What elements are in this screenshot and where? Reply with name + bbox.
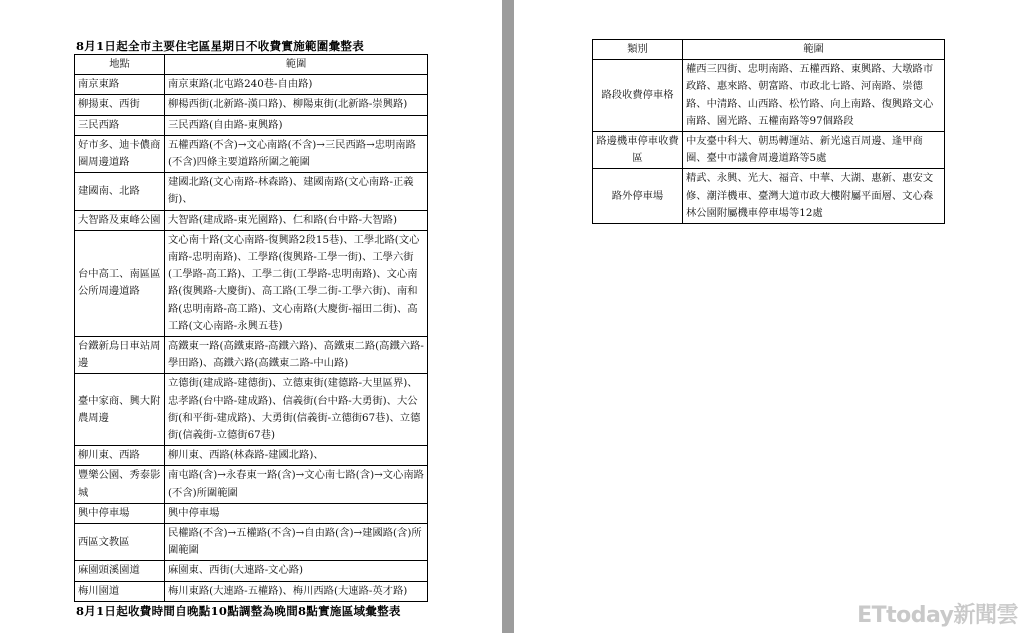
row-label-cell: 麻園頭溪園道 xyxy=(75,561,165,581)
table-title: 8月1日起全市主要住宅區星期日不收費實施範圍彙整表 xyxy=(76,39,365,53)
row-label-cell: 柳揚東、西街 xyxy=(75,95,165,115)
row-range-cell: 高鐵東一路(高鐵東路-高鐵六路)、高鐵東二路(高鐵六路-學田路)、高鐵六路(高鐵東二路-中山路) xyxy=(165,337,428,374)
row-range-cell: 民權路(不含)→五權路(不含)→自由路(含)→建國路(含)所圍範圍 xyxy=(165,524,428,561)
row-label-cell: 路段收費停車格 xyxy=(593,60,683,132)
row-label-cell: 豐樂公園、秀泰影城 xyxy=(75,466,165,503)
table-row xyxy=(75,581,428,601)
row-range-cell: 柳楊西街(北新路-漢口路)、柳陽東街(北新路-崇興路) xyxy=(165,95,428,115)
row-range-cell: 文心南十路(文心南路-復興路2段15巷)、工學北路(文心南路-忠明南路)、工學路(復興路-工學一街)、工學六街(工學路-高工路)、工學二街(工學路-忠明南路)、文心南路(復興路-大慶街)、高工路(工學二街-工學六街)、南和路(忠明南路-高工路)、文心南路(大慶街-福田二街)、高工路(文心南路-永興五巷) xyxy=(165,230,428,336)
table-row xyxy=(75,135,428,172)
table-row xyxy=(75,95,428,115)
header-location: 地點 xyxy=(75,55,165,75)
row-label-cell: 台鐵新烏日車站周邊 xyxy=(75,337,165,374)
sunday-free-parking-table xyxy=(74,54,428,602)
row-range-cell: 麻園東、西街(大連路-文心路) xyxy=(165,561,428,581)
row-label-cell: 臺中家商、興大附農周邊 xyxy=(75,374,165,446)
header-category: 類別 xyxy=(593,40,683,60)
table-row xyxy=(75,210,428,230)
table-header-row xyxy=(75,55,428,75)
row-label-cell: 建國南、北路 xyxy=(75,173,165,210)
row-label-cell: 興中停車場 xyxy=(75,503,165,523)
row-range-cell: 梅川東路(大連路-五權路)、梅川西路(大連路-英才路) xyxy=(165,581,428,601)
row-range-cell: 中友臺中科大、朝馬轉運站、新光遠百周邊、逢甲商圈、臺中市議會周邊道路等5處 xyxy=(683,132,945,169)
row-range-cell: 興中停車場 xyxy=(165,503,428,523)
row-label-cell: 好市多、迪卡儂商圈周邊道路 xyxy=(75,135,165,172)
document-page-1 xyxy=(0,0,502,633)
document-page-2 xyxy=(514,0,1024,633)
table-row xyxy=(75,446,428,466)
table-row xyxy=(75,75,428,95)
row-label-cell: 三民西路 xyxy=(75,115,165,135)
row-range-cell: 南京東路(北屯路240巷-自由路) xyxy=(165,75,428,95)
row-range-cell: 立德街(建成路-建德街)、立德東街(建德路-大里區界)、忠孝路(台中路-建成路)、信義街(台中路-大勇街)、大公街(和平街-建成路)、大勇街(信義街-立德街67巷)、立德街(信義街-立德街67巷) xyxy=(165,374,428,446)
charging-range-table xyxy=(592,39,945,224)
row-label-cell: 路邊機車停車收費區 xyxy=(593,132,683,169)
row-range-cell: 大智路(建成路-東光園路)、仁和路(台中路-大智路) xyxy=(165,210,428,230)
table-row xyxy=(593,169,945,224)
row-range-cell: 權西三四街、忠明南路、五權西路、東興路、大墩路市政路、惠來路、朝富路、市政北七路、河南路、崇德路、中清路、山西路、松竹路、向上南路、復興路文心南路、園光路、五權南路等97個路段 xyxy=(683,60,945,132)
row-range-cell: 精武、永興、光大、福音、中華、大湖、惠新、惠安文修、潮洋機車、臺灣大道市政大樓附屬平面層、文心森林公園附屬機車停車場等12處 xyxy=(683,169,945,224)
row-label-cell: 台中高工、南區區公所周邊道路 xyxy=(75,230,165,336)
row-label-cell: 南京東路 xyxy=(75,75,165,95)
table-row xyxy=(75,115,428,135)
row-label-cell: 西區文教區 xyxy=(75,524,165,561)
table-row xyxy=(593,60,945,132)
row-label-cell: 大智路及東峰公園 xyxy=(75,210,165,230)
table-row xyxy=(75,374,428,446)
footer-title: 8月1日起收費時間自晚點10點調整為晚間8點實施區域彙整表 xyxy=(76,604,401,618)
table-header-row xyxy=(593,40,945,60)
header-range: 範圍 xyxy=(683,40,945,60)
row-range-cell: 建國北路(文心南路-林森路)、建國南路(文心南路-正義街)、 xyxy=(165,173,428,210)
row-range-cell: 三民西路(自由路-東興路) xyxy=(165,115,428,135)
table-row xyxy=(75,503,428,523)
row-range-cell: 柳川東、西路(林森路-建國北路)、 xyxy=(165,446,428,466)
row-label-cell: 柳川東、西路 xyxy=(75,446,165,466)
table-row xyxy=(75,561,428,581)
row-label-cell: 路外停車場 xyxy=(593,169,683,224)
table-row xyxy=(75,337,428,374)
header-range: 範圍 xyxy=(165,55,428,75)
table-row xyxy=(593,132,945,169)
table-row xyxy=(75,230,428,336)
table-row xyxy=(75,466,428,503)
table-row xyxy=(75,524,428,561)
ettoday-watermark-logo: ETtoday新聞雲 xyxy=(857,603,1018,628)
table-row xyxy=(75,173,428,210)
row-label-cell: 梅川園道 xyxy=(75,581,165,601)
row-range-cell: 五權西路(不含)→文心南路(不含)→三民西路→忠明南路(不含)四條主要道路所圍之範圍 xyxy=(165,135,428,172)
row-range-cell: 南屯路(含)→永春東一路(含)→文心南七路(含)→文心南路(不含)所圍範圍 xyxy=(165,466,428,503)
